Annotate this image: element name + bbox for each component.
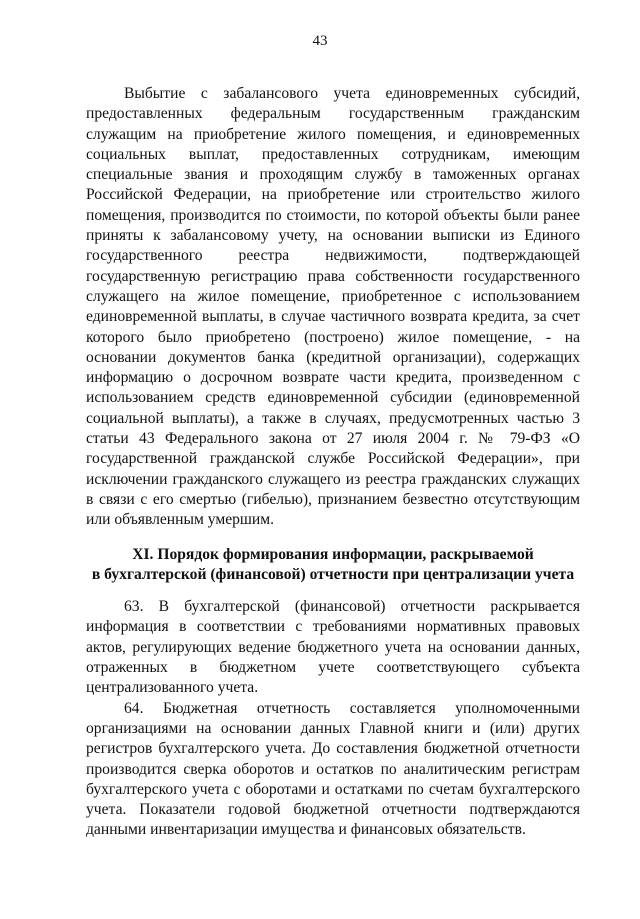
paragraph-64: 64. Бюджетная отчетность составляется уполномоченными организациями на основании данных Главной книги и (или) других регистров бухгалтерского учета. До составления бюджетной отчетности производится сверка оборотов и остатков по аналитическим регистрам бухгалтерского учета с оборотами и остатками по счетам бухгалтерского учета. Показатели годовой бюджетной отчетности подтверждаются данными инвентаризации имущества и финансовых обязательств. [86, 699, 580, 839]
paragraph-off-balance-disposal: Выбытие с забалансового учета единовременных субсидий, предоставленных федеральным государственным гражданским служащим на приобретение жилого помещения, и единовременных социальных выплат, предоставленных сотрудникам, имеющим специальные звания и проходящим службу в таможенных органах Российской Федерации, на приобретение или строительство жилого помещения, производится по стоимости, по которой объекты были ранее приняты к забалансовому учету, на основании выписки из Единого государственного реестра недвижимости, подтверждающей государственную регистрацию права собственности государственного служащего на жилое помещение, приобретенное с использованием единовременной выплаты, в случае частичного возврата кредита, за счет которого было приобретено (построено) жилое помещение, - на основании документов банка (кредитной организации), содержащих информацию о досрочном возврате части кредита, произведенном с использованием средств единовременной субсидии (единовременной социальной выплаты), а также в случаях, предусмотренных частью 3 статьи 43 Федерального закона от 27 июля 2004 г. № 79-ФЗ «О государственной гражданской службе Российской Федерации», при исключении гражданского служащего из реестра гражданских служащих в связи с его смертью (гибелью), признанием безвестно отсутствующим или объявленным умершим. [86, 85, 580, 529]
page-number: 43 [312, 33, 328, 49]
section-heading-line-1: XI. Порядок формирования информации, раскрываемой [132, 545, 534, 563]
section-heading-line-2: в бухгалтерской (финансовой) отчетности при централизации учета [91, 565, 575, 583]
section-heading [86, 545, 580, 586]
paragraph-63: 63. В бухгалтерской (финансовой) отчетности раскрывается информация в соответствии с требованиями нормативных правовых актов, регулирующих ведение бюджетного учета на основании данных, отраженных в бюджетном учете соответствующего субъекта централизованного учета. [86, 598, 580, 697]
document-body [86, 84, 580, 841]
